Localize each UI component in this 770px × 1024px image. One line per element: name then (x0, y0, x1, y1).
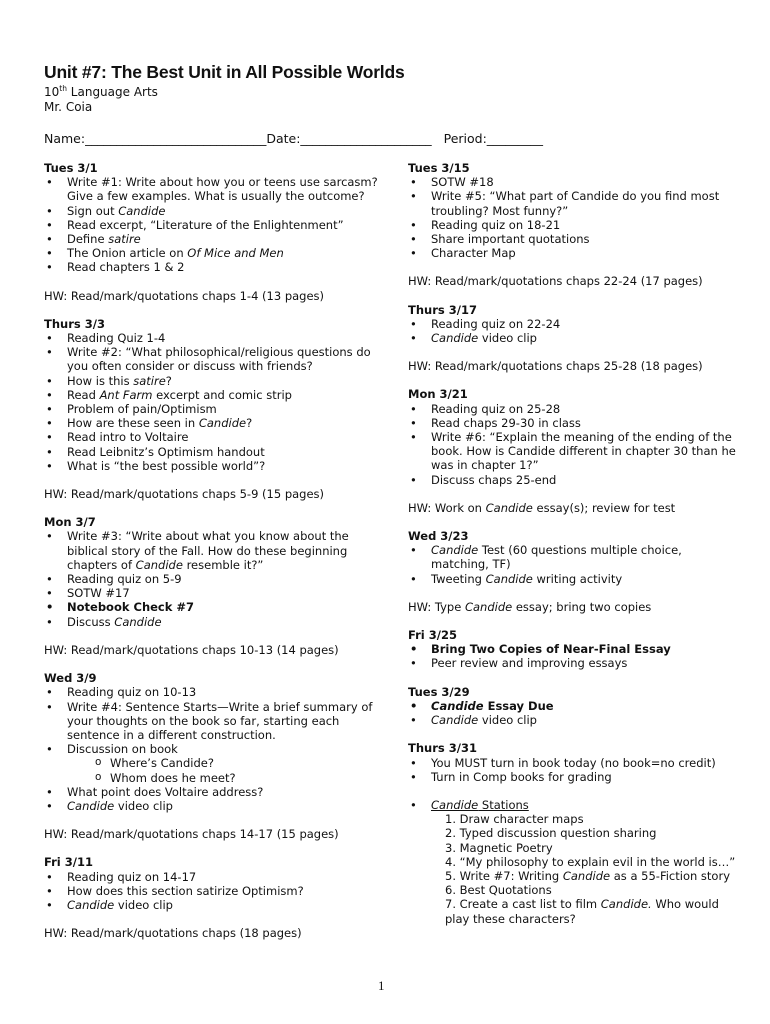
task-list (44, 685, 384, 813)
day-section-wed-3-9 (44, 671, 384, 813)
day-heading: Thurs 3/17 (408, 302, 477, 317)
day-heading: Mon 3/21 (408, 387, 468, 402)
homework-line: HW: Read/mark/quotations chaps 14-17 (15 pages) (44, 827, 339, 842)
homework-line: HW: Type Candide essay; bring two copies (408, 599, 652, 614)
day-section-fri-3-11 (44, 855, 384, 912)
stations-title: • Candide Stations (408, 798, 738, 812)
teacher-name: Mr. Coia (44, 100, 93, 114)
task-item: • Reading quiz on 25-28 (408, 402, 738, 416)
day-heading: Wed 3/23 (408, 529, 469, 544)
homework-line: HW: Read/mark/quotations chaps 1-4 (13 pages) (44, 288, 325, 303)
task-item: • Write #4: Sentence Starts—Write a brief summary of your thoughts on the book so far, starting each sentence in a different construction. (44, 700, 384, 743)
day-section-mon-3-7 (44, 515, 384, 629)
day-heading: Fri 3/11 (44, 855, 93, 870)
left-column (44, 161, 384, 954)
sub-task-list (67, 756, 384, 784)
task-item: • Write #2: “What philosophical/religious questions do you often consider or discuss with friends? (44, 345, 384, 373)
day-section-tues-3-15 (408, 161, 738, 260)
day-heading: Thurs 3/3 (44, 316, 105, 331)
page-title: Unit #7: The Best Unit in All Possible Worlds (44, 62, 405, 82)
task-item: • Write #5: “What part of Candide do you find most troubling? Most funny?” (408, 189, 738, 217)
day-section-thurs-3-17 (408, 303, 738, 346)
task-item: • What is “the best possible world”? (44, 459, 384, 473)
task-item: • The Onion article on Of Mice and Men (44, 246, 384, 260)
task-item: • Discuss chaps 25-end (408, 473, 738, 487)
task-item: • Candide video clip (408, 713, 738, 727)
task-item: • Read chaps 29-30 in class (408, 416, 738, 430)
task-list (44, 175, 384, 274)
homework-line: HW: Read/mark/quotations chaps 10-13 (14 pages) (44, 642, 339, 657)
task-list (408, 543, 738, 586)
station-item: 2. Typed discussion question sharing (445, 826, 657, 841)
task-item: • Candide Test (60 questions multiple choice, matching, TF) (408, 543, 738, 571)
station-item: 6. Best Quotations (445, 883, 552, 898)
day-section-mon-3-21 (408, 387, 738, 486)
task-list (408, 756, 738, 784)
task-list (44, 529, 384, 628)
day-heading: Tues 3/1 (44, 161, 98, 175)
station-item: 5. Write #7: Writing Candide as a 55-Fiction story (445, 868, 730, 883)
course-name: 10th Language Arts (44, 84, 158, 99)
task-item: • Reading quiz on 14-17 (44, 870, 384, 884)
homework-line: HW: Read/mark/quotations chaps 25-28 (18 pages) (408, 359, 703, 374)
stations-section (408, 798, 738, 926)
task-item: • Write #3: “Write about what you know about the biblical story of the Fall. How do these beginning chapters of Candide resemble it?” (44, 529, 384, 572)
day-heading: Fri 3/25 (408, 628, 457, 643)
day-section-thurs-3-3 (44, 317, 384, 473)
task-item: • Turn in Comp books for grading (408, 770, 738, 784)
task-item: • Bring Two Copies of Near-Final Essay (408, 642, 738, 656)
task-item: • Problem of pain/Optimism (44, 402, 384, 416)
task-item: • Reading Quiz 1-4 (44, 331, 384, 345)
homework-line: HW: Work on Candide essay(s); review for test (408, 500, 676, 515)
homework-line: HW: Read/mark/quotations chaps 22-24 (17 pages) (408, 274, 703, 289)
day-section-fri-3-25 (408, 628, 738, 671)
task-item: • Reading quiz on 10-13 (44, 685, 384, 699)
task-item: • Candide video clip (44, 799, 384, 813)
task-item: • SOTW #17 (44, 586, 384, 600)
task-item: • Candide Essay Due (408, 699, 738, 713)
day-section-tues-3-29 (408, 685, 738, 728)
day-section-wed-3-23 (408, 529, 738, 586)
task-item: • Reading quiz on 18-21 (408, 218, 738, 232)
task-item: • Read Ant Farm excerpt and comic strip (44, 388, 384, 402)
day-heading: Tues 3/15 (408, 161, 470, 175)
task-item: • Sign out Candide (44, 204, 384, 218)
station-item: 4. “My philosophy to explain evil in the world is…” (445, 854, 736, 869)
task-item: • Peer review and improving essays (408, 656, 738, 670)
task-item: • Candide video clip (408, 331, 738, 345)
task-item: • Write #1: Write about how you or teens use sarcasm? Give a few examples. What is usually the outcome? (44, 175, 384, 203)
task-list (408, 642, 738, 670)
task-list (408, 175, 738, 260)
task-item: • Reading quiz on 5-9 (44, 572, 384, 586)
task-item: • Candide video clip (44, 898, 384, 912)
task-item: • Reading quiz on 22-24 (408, 317, 738, 331)
day-section-thurs-3-31 (408, 741, 738, 784)
sub-task-item: o Whom does he meet? (95, 771, 384, 785)
task-list (408, 798, 738, 812)
task-item: • Read chapters 1 & 2 (44, 260, 384, 274)
task-item: • How does this section satirize Optimism? (44, 884, 384, 898)
task-item: • Discuss Candide (44, 615, 384, 629)
station-item: 3. Magnetic Poetry (445, 840, 553, 855)
homework-line: HW: Read/mark/quotations chaps (18 pages) (44, 926, 302, 941)
task-item: • How are these seen in Candide? (44, 416, 384, 430)
day-heading: Wed 3/9 (44, 671, 97, 686)
task-item: • Read excerpt, “Literature of the Enlightenment” (44, 218, 384, 232)
station-item: 7. Create a cast list to film Candide. Who would play these characters? (445, 897, 719, 926)
homework-line: HW: Read/mark/quotations chaps 5-9 (15 pages) (44, 487, 325, 502)
day-section-tues-3-1 (44, 161, 384, 275)
task-list (44, 870, 384, 913)
stations-list (408, 812, 738, 926)
day-heading: Mon 3/7 (44, 515, 96, 530)
task-item: • Tweeting Candide writing activity (408, 572, 738, 586)
task-item: • What point does Voltaire address? (44, 785, 384, 799)
task-list (408, 402, 738, 487)
task-item: • Character Map (408, 246, 738, 260)
day-heading: Tues 3/29 (408, 684, 470, 699)
task-list (408, 317, 738, 345)
page-number: 1 (378, 978, 385, 993)
task-item: • You MUST turn in book today (no book=no credit) (408, 756, 738, 770)
task-item: • How is this satire? (44, 374, 384, 388)
task-item: • Notebook Check #7 (44, 600, 384, 614)
name-date-period-line: Name:_____________________________Date:_____________________ Period:_________ (44, 131, 544, 146)
right-column (408, 161, 738, 940)
sub-task-item: o Where’s Candide? (95, 756, 384, 770)
task-list (408, 699, 738, 727)
task-item: • Read intro to Voltaire (44, 430, 384, 444)
task-item: • Define satire (44, 232, 384, 246)
task-list (44, 331, 384, 473)
day-heading: Thurs 3/31 (408, 741, 477, 756)
task-item: • Write #6: “Explain the meaning of the ending of the book. How is Candide different in chapter 30 than he was in chapter 1?” (408, 430, 738, 473)
task-item: • Share important quotations (408, 232, 738, 246)
station-item: 1. Draw character maps (445, 812, 584, 827)
task-item: • Read Leibnitz’s Optimism handout (44, 445, 384, 459)
task-item: • Discussion on book o Where’s Candide? o Whom does he meet? (44, 742, 384, 785)
task-item: • SOTW #18 (408, 175, 738, 189)
